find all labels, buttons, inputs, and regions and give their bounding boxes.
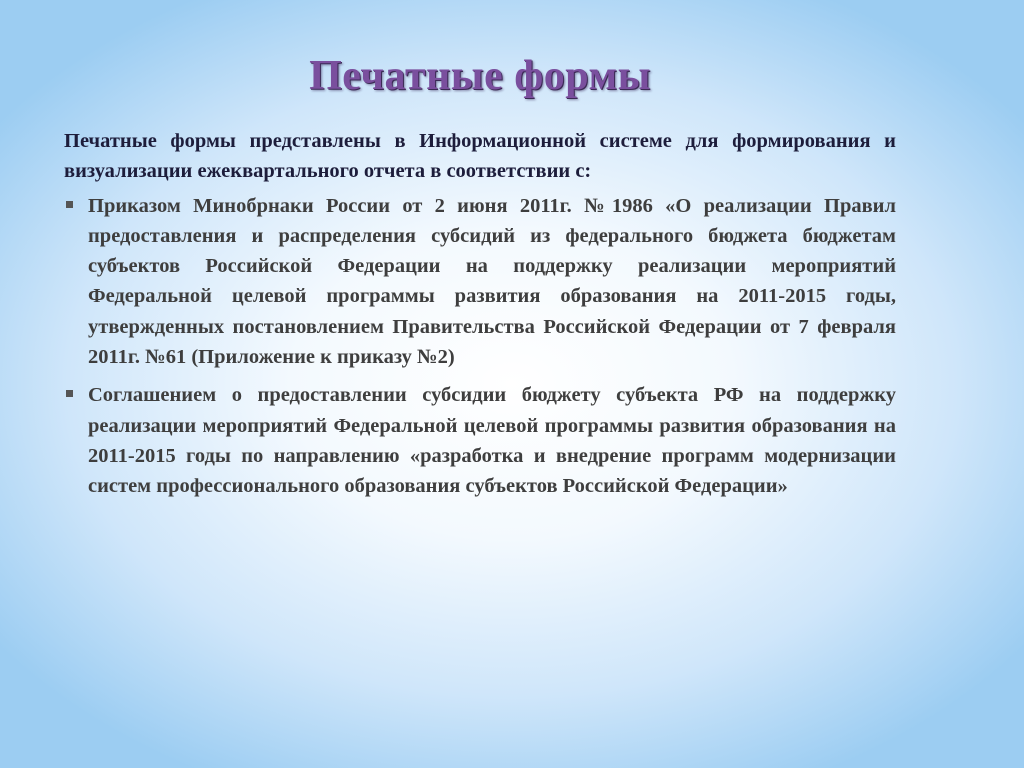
square-bullet-icon — [66, 201, 73, 208]
intro-paragraph: Печатные формы представлены в Информационной системе для формирования и визуализации ежеквартального отчета в соответствии с: — [64, 130, 896, 183]
list-item-text: Соглашением о предоставлении субсидии бюджету субъекта РФ на поддержку реализации мероприятий Федеральной целевой программы развития образования на 2011-2015 годы по направлению «разработка и внедрение программ модернизации систем профессионального образования субъектов Российской Федерации» — [88, 384, 896, 498]
list-item-text: Приказом Минобрнаки России от 2 июня 2011г. №1986 «О реализации Правил предоставления и распределения субсидий из федерального бюджета бюджетам субъектов Российской Федерации на поддержку реализации мероприятий Федеральной целевой программы развития образования на 2011-2015 годы, утвержденных постановлением Правительства Российской Федерации от 7 февраля 2011г. №61 (Приложение к приказу №2) — [88, 194, 896, 369]
square-bullet-icon — [66, 390, 73, 397]
list-item — [64, 191, 896, 373]
list-item — [64, 380, 896, 501]
slide-body — [64, 126, 896, 510]
slide-title: Печатные формы — [309, 53, 651, 99]
bullet-list — [64, 191, 896, 502]
